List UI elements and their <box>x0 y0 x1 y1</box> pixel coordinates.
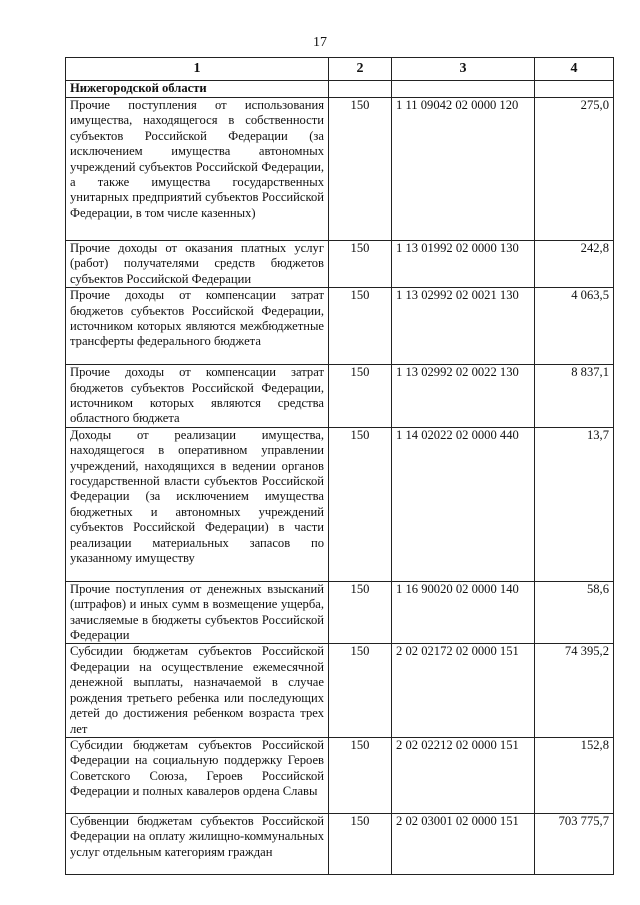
table-header-row <box>66 58 614 81</box>
amount-value: 275,0 <box>535 98 614 241</box>
amount-value: 8 837,1 <box>535 365 614 428</box>
admin-code: 150 <box>329 813 392 874</box>
revenue-name: Субвенции бюджетам субъектов Российской Федерации на оплату жилищно-коммунальных услуг отдельным категориям граждан <box>66 813 329 874</box>
column-header-4: 4 <box>535 58 614 81</box>
region-row <box>66 81 614 98</box>
budget-code: 1 14 02022 02 0000 440 <box>392 427 535 581</box>
amount-value: 58,6 <box>535 581 614 644</box>
table-row <box>66 737 614 813</box>
budget-code: 1 13 01992 02 0000 130 <box>392 241 535 288</box>
revenue-name: Прочие доходы от компенсации затрат бюджетов субъектов Российской Федерации, источником которых являются средства областного бюджета <box>66 365 329 428</box>
budget-code: 2 02 03001 02 0000 151 <box>392 813 535 874</box>
admin-code: 150 <box>329 737 392 813</box>
budget-code: 1 11 09042 02 0000 120 <box>392 98 535 241</box>
admin-code: 150 <box>329 98 392 241</box>
admin-code: 150 <box>329 644 392 737</box>
amount-value: 13,7 <box>535 427 614 581</box>
budget-code: 1 16 90020 02 0000 140 <box>392 581 535 644</box>
budget-code: 1 13 02992 02 0021 130 <box>392 288 535 365</box>
amount-value: 242,8 <box>535 241 614 288</box>
admin-code: 150 <box>329 581 392 644</box>
amount-value: 152,8 <box>535 737 614 813</box>
revenue-name: Прочие поступления от денежных взысканий (штрафов) и иных сумм в возмещение ущерба, зачисляемые в бюджеты субъектов Российской Федерации <box>66 581 329 644</box>
revenue-name: Прочие доходы от компенсации затрат бюджетов субъектов Российской Федерации, источником которых являются межбюджетные трансферты федерального бюджета <box>66 288 329 365</box>
budget-code: 1 13 02992 02 0022 130 <box>392 365 535 428</box>
admin-code: 150 <box>329 365 392 428</box>
table-row <box>66 427 614 581</box>
table-row <box>66 581 614 644</box>
table-row <box>66 813 614 874</box>
admin-code: 150 <box>329 241 392 288</box>
column-header-2: 2 <box>329 58 392 81</box>
revenue-table <box>65 57 614 875</box>
table-row <box>66 98 614 241</box>
table-row <box>66 644 614 737</box>
page-number: 17 <box>313 35 327 50</box>
amount-value: 703 775,7 <box>535 813 614 874</box>
budget-code: 2 02 02172 02 0000 151 <box>392 644 535 737</box>
revenue-name: Прочие поступления от использования имущества, находящегося в собственности субъектов Российской Федерации (за исключением имущества автономных учреждений субъектов Российской Федерации, а также имущества государственных унитарных предприятий субъектов Российской Федерации, в том числе казенных) <box>66 98 329 241</box>
revenue-name: Прочие доходы от оказания платных услуг (работ) получателями средств бюджетов субъектов Российской Федерации <box>66 241 329 288</box>
table-row <box>66 241 614 288</box>
revenue-name: Субсидии бюджетам субъектов Российской Федерации на социальную поддержку Героев Советского Союза, Героев Российской Федерации и полных кавалеров ордена Славы <box>66 737 329 813</box>
revenue-name: Доходы от реализации имущества, находящегося в оперативном управлении учреждений, находящихся в ведении органов государственной власти субъектов Российской Федерации (за исключением имущества бюджетных и автономных учреждений субъектов Российской Федерации) в части реализации материальных запасов по указанному имуществу <box>66 427 329 581</box>
column-header-1: 1 <box>66 58 329 81</box>
admin-code: 150 <box>329 288 392 365</box>
table-row <box>66 365 614 428</box>
admin-code: 150 <box>329 427 392 581</box>
column-header-3: 3 <box>392 58 535 81</box>
amount-value: 4 063,5 <box>535 288 614 365</box>
table-row <box>66 288 614 365</box>
amount-value: 74 395,2 <box>535 644 614 737</box>
region-title: Нижегородской области <box>66 81 329 98</box>
budget-code: 2 02 02212 02 0000 151 <box>392 737 535 813</box>
revenue-name: Субсидии бюджетам субъектов Российской Федерации на осуществление ежемесячной денежной выплаты, назначаемой в случае рождения третьего ребенка или последующих детей до достижения ребенком возраста трех лет <box>66 644 329 737</box>
